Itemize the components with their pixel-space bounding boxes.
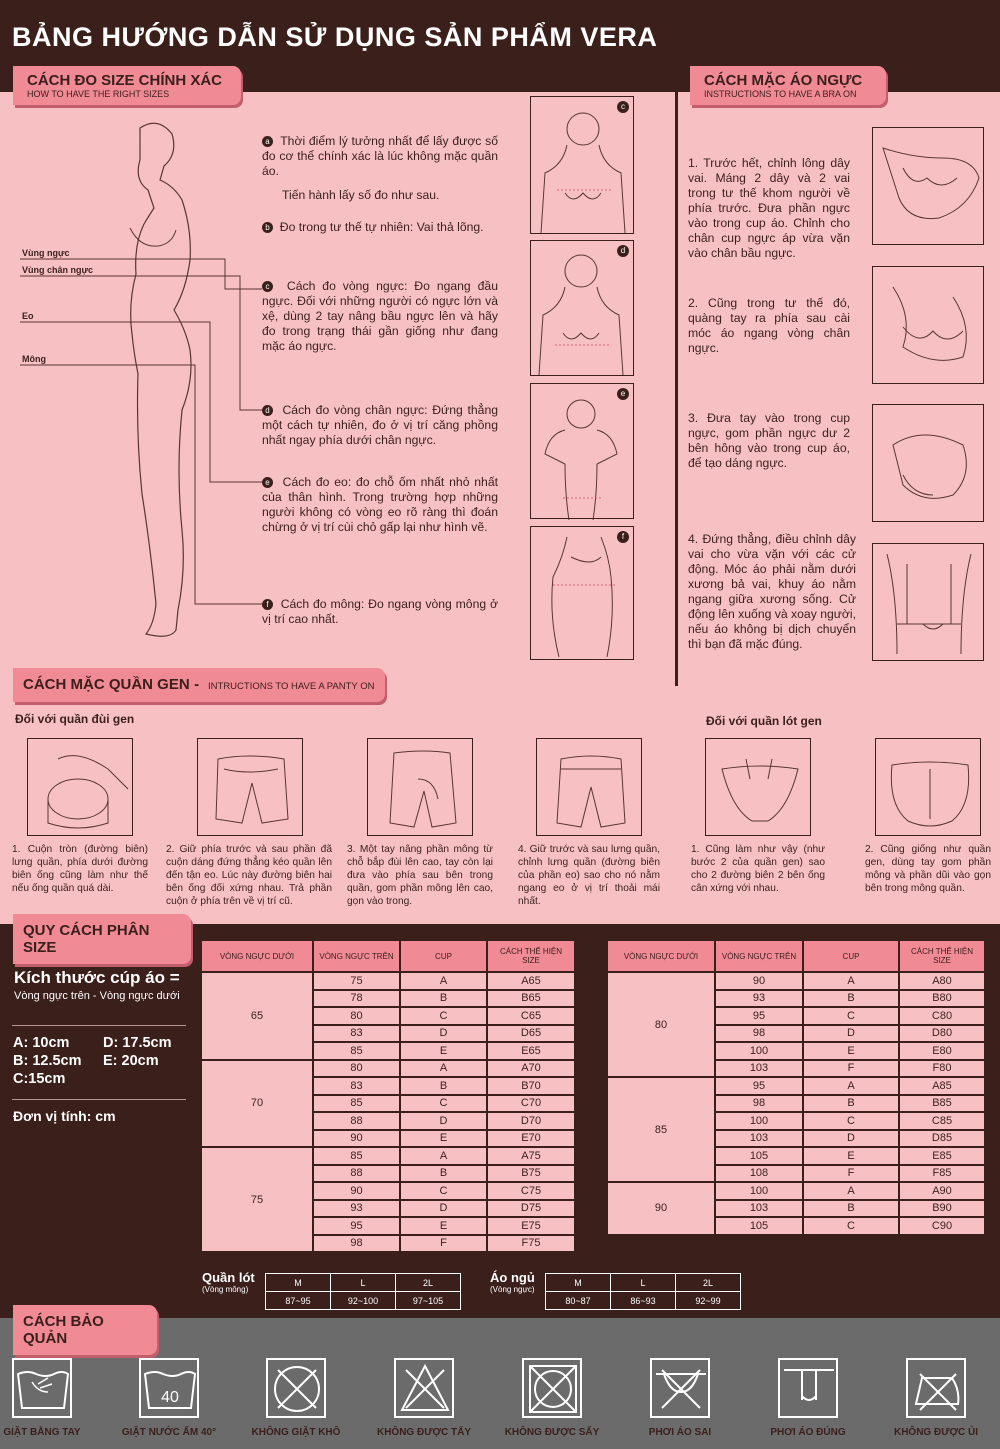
cup-sizes: A: 10cm D: 17.5cm B: 12.5cm E: 20cm C:15cm [13, 1035, 172, 1087]
label-bust: Vùng ngực [22, 248, 70, 258]
panty-section [0, 686, 1000, 924]
size-row: 85 C C70 [202, 1096, 574, 1112]
size-row: 85 E E65 [202, 1043, 574, 1059]
sleep-size-label: Áo ngủ (Vòng ngực) [490, 1270, 535, 1294]
size-row: 100 C C85 [608, 1113, 984, 1129]
care-label: KHÔNG ĐƯỢC ỦI [893, 1427, 979, 1438]
panty-group-briefs: Đối với quần lót gen [706, 714, 822, 728]
panty-caption-1: 1. Cuộn tròn (đường biên) lưng quần, phía dưới đường biên ống cũng làm như thế nếu ống quần quá dài. [12, 844, 148, 894]
size-row: 88 B B75 [202, 1166, 574, 1182]
warm-wash-40-icon [139, 1358, 199, 1418]
cup-formula-title: Kích thước cúp áo = [14, 968, 180, 987]
underbust-cell: 70 [202, 1061, 312, 1147]
size-row: 98 D D80 [608, 1026, 984, 1042]
no-tumble-dry-icon [522, 1358, 582, 1418]
size-heading: QUY CÁCH PHÂN SIZE [23, 922, 150, 956]
size-table-left: VÒNG NGỰC DƯỚI VÒNG NGỰC TRÊN CUP CÁCH THỂ HIỆN SIZE 65 75 A A65 78 B B65 80 C C65 83 D D65 85 E E65 70 80 A A70 83 B B70 85 C C70 88 D D70 90 E E70 75 85 A A75 88 B B75 90 C C75 93 D D75 95 E E75 98 F F75 [200, 939, 576, 1253]
body-label-lines [0, 0, 270, 620]
size-row: 70 80 A A70 [202, 1061, 574, 1077]
size-row: 85 95 A A85 [608, 1078, 984, 1094]
size-row: 80 90 A A80 [608, 973, 984, 989]
measure-step-f: f Cách đo mông: Đo ngang vòng mông ở vị trí cao nhất. [262, 597, 498, 626]
bra-heading: CÁCH MẶC ÁO NGỰC [704, 72, 863, 89]
panty-picture-1 [27, 738, 133, 836]
care-label: GIẶT BẰNG TAY [3, 1427, 81, 1438]
size-row: 83 B B70 [202, 1078, 574, 1094]
unit-label: Đơn vị tính: cm [13, 1108, 116, 1124]
size-row: 75 85 A A75 [202, 1148, 574, 1164]
underbust-cell: 80 [608, 973, 714, 1076]
underbust-cell: 75 [202, 1148, 312, 1251]
measure-picture-f: f [530, 526, 634, 660]
care-label: GIẶT NƯỚC ẤM 40° [121, 1427, 217, 1438]
size-row: 88 D D70 [202, 1113, 574, 1129]
size-row: 78 B B65 [202, 991, 574, 1007]
panty-size-label: Quần lót (Vòng mông) [202, 1270, 255, 1294]
no-iron-icon [906, 1358, 966, 1418]
no-bleach-icon [394, 1358, 454, 1418]
panty-caption-4: 4. Giữ trước và sau lưng quần, chỉnh lưng quần (đường biên của phần eo) sao cho nó nằm ngang eo ở vị trí thoải mái nhất. [518, 844, 660, 907]
size-row: 93 B B80 [608, 991, 984, 1007]
bra-heading-tab [690, 66, 886, 105]
panty-picture-4 [536, 738, 642, 836]
no-dry-clean-icon [266, 1358, 326, 1418]
label-hip: Mông [22, 354, 46, 364]
panty-heading-tab: CÁCH MẶC QUẦN GEN - INTRUCTIONS TO HAVE A PANTY ON [13, 668, 385, 702]
measure-step-e: e Cách đo eo: đo chỗ ốm nhất nhỏ nhất của thân hình. Trong trường hợp những người không có vòng eo rõ ràng thì đoán chừng ở vị trí cùi chỏ gấp lại như hình vẽ. [262, 475, 499, 534]
size-row: 93 D D75 [202, 1201, 574, 1217]
measure-step-a: a Thời điểm lý tưởng nhất để lấy được số đo cơ thể chính xác là lúc không mặc quần áo. [262, 134, 498, 178]
care-label: KHÔNG GIẶT KHÔ [251, 1427, 341, 1438]
care-label: PHƠI ÁO SAI [648, 1427, 712, 1438]
size-row: 100 E E80 [608, 1043, 984, 1059]
bra-picture-2 [872, 266, 984, 384]
panty-caption-5: 1. Cũng làm như vậy (như bước 2 của quần gen) sao cho 2 đường biên 2 bên ống cân xứng với nhau. [691, 844, 825, 894]
measure-picture-e: e [530, 383, 634, 519]
size-row: 103 F F80 [608, 1061, 984, 1077]
panty-caption-2: 2. Giữ phía trước và sau phần đã cuộn dáng đứng thẳng kéo quần lên đến tận eo. Lúc này đường biên hai bên ống đối xứng nhau. Trả phần cuộn ở phía trên về vị trí cũ. [166, 844, 332, 907]
size-row: 105 C C90 [608, 1218, 984, 1234]
page-title: BẢNG HƯỚNG DẪN SỬ DỤNG SẢN PHẨM VERA [12, 22, 658, 52]
dry-wrong-icon [650, 1358, 710, 1418]
cup-formula [14, 968, 180, 1002]
sleep-size-table: M L 2L 80~87 86~93 92~99 [545, 1273, 741, 1310]
measure-step-d: d Cách đo vòng chân ngực: Đứng thẳng một cách tự nhiên, đo ở vị trí căng phồng nhất ngay phía dưới chân ngực. [262, 403, 498, 447]
panty-caption-6: 2. Cũng giống như quần gen, dùng tay gom phần mông và phần dũi vào gọn bên trong mông quần. [865, 844, 991, 894]
panty-picture-5 [705, 738, 811, 836]
size-row: 95 E E75 [202, 1218, 574, 1234]
bra-picture-3 [872, 404, 984, 522]
size-heading-tab [13, 914, 191, 964]
bra-step-2: 2. Cũng trong tư thế đó, quàng tay ra phía sau cài móc áo ngang vòng chân ngực. [688, 296, 850, 355]
size-row: 65 75 A A65 [202, 973, 574, 989]
label-underbust: Vùng chân ngực [22, 265, 94, 275]
size-row: 90 C C75 [202, 1183, 574, 1199]
cup-formula-sub: Vòng ngực trên - Vòng ngực dưới [14, 990, 180, 1002]
bra-subheading: INSTRUCTIONS TO HAVE A BRA ON [704, 89, 857, 99]
panty-picture-3 [367, 738, 473, 836]
panty-size-table: M L 2L 87~95 92~100 97~105 [265, 1273, 461, 1310]
care-label: KHÔNG ĐƯỢC TẨY [376, 1427, 472, 1438]
measure-subheading: HOW TO HAVE THE RIGHT SIZES [27, 89, 170, 99]
care-label: PHƠI ÁO ĐÚNG [770, 1427, 846, 1438]
care-label: KHÔNG ĐƯỢC SẤY [504, 1427, 600, 1438]
care-heading: CÁCH BẢO QUẢN [23, 1313, 104, 1347]
measure-heading: CÁCH ĐO SIZE CHÍNH XÁC [27, 72, 223, 89]
badge-a: a [262, 136, 273, 147]
size-row: 98 B B85 [608, 1096, 984, 1112]
bra-step-3: 3. Đưa tay vào trong cup ngực, gom phần ngực dư 2 bên hông vào trong cup áo, để tạo dáng ngực. [688, 411, 850, 470]
size-row: 90 E E70 [202, 1131, 574, 1147]
size-row: 98 F F75 [202, 1236, 574, 1252]
size-row: 90 100 A A90 [608, 1183, 984, 1199]
panty-picture-6 [875, 738, 981, 836]
size-row: 103 D D85 [608, 1131, 984, 1147]
size-row: 95 C C80 [608, 1008, 984, 1024]
bra-step-1: 1. Trước hết, chỉnh lông dây vai. Máng 2 dây và 2 vai trong tư thế khom người về phía trước. Đưa phần ngực vào trong cup áo. Chỉnh cho chân cup ngực áp vừa vặn vào chân bầu ngực. [688, 156, 850, 260]
dry-right-icon [778, 1358, 838, 1418]
bra-step-4: 4. Đứng thẳng, điều chỉnh dây vai cho vừa vặn với các cử động. Móc áo phải nằm dưới xương bả vai, khuy áo nằm ngang giữa xương sống. Cử động lên xuống và xoay người, nếu áo không bị dịch chuyển thì bạn đã mặc đúng. [688, 532, 856, 651]
panty-group-shorts: Đối với quần đùi gen [15, 712, 135, 726]
measure-step-intro: Tiến hành lấy số đo như sau. [282, 188, 440, 202]
underbust-cell: 90 [608, 1183, 714, 1234]
panty-subheading: INTRUCTIONS TO HAVE A PANTY ON [208, 681, 375, 692]
measure-picture-c: c [530, 96, 634, 234]
panty-picture-2 [197, 738, 303, 836]
bra-picture-4 [872, 543, 984, 661]
label-waist: Eo [22, 311, 34, 321]
underbust-cell: 65 [202, 973, 312, 1059]
hand-wash-icon [12, 1358, 72, 1418]
size-row: 83 D D65 [202, 1026, 574, 1042]
underbust-cell: 85 [608, 1078, 714, 1181]
svg-text:40: 40 [161, 1389, 179, 1406]
size-table-right: VÒNG NGỰC DƯỚI VÒNG NGỰC TRÊN CUP CÁCH THỂ HIỆN SIZE 80 90 A A80 93 B B80 95 C C80 98 D D80 100 E E80 103 F F80 85 95 A A85 98 B B85 100 C C85 103 D D85 105 E E85 108 F F85 90 100 A A90 103 B B90 105 C C90 [606, 939, 986, 1236]
panty-caption-3: 3. Một tay nâng phần mông từ chỗ bắp đùi lên cao, tay còn lại đưa vào phía sau bên trong quần, gom phần mông lên cao, gọn vào trong. [347, 844, 493, 907]
size-row: 108 F F85 [608, 1166, 984, 1182]
bra-picture-1 [872, 127, 984, 245]
panty-heading: CÁCH MẶC QUẦN GEN [23, 676, 190, 693]
care-heading-tab [13, 1305, 157, 1355]
size-row: 80 C C65 [202, 1008, 574, 1024]
size-row: 103 B B90 [608, 1201, 984, 1217]
measure-picture-d: d [530, 240, 634, 376]
measure-step-c: c Cách đo vòng ngực: Đo ngang đầu ngực. Đối với những người có ngực lớn và xệ, dùng 2 tay nâng bầu ngực lên và hãy đo trong trạng thái gần giống như đang mặc áo ngực. [262, 279, 498, 353]
size-row: 105 E E85 [608, 1148, 984, 1164]
measure-step-b: b Đo trong tư thế tự nhiên: Vai thả lõng. [262, 220, 498, 235]
